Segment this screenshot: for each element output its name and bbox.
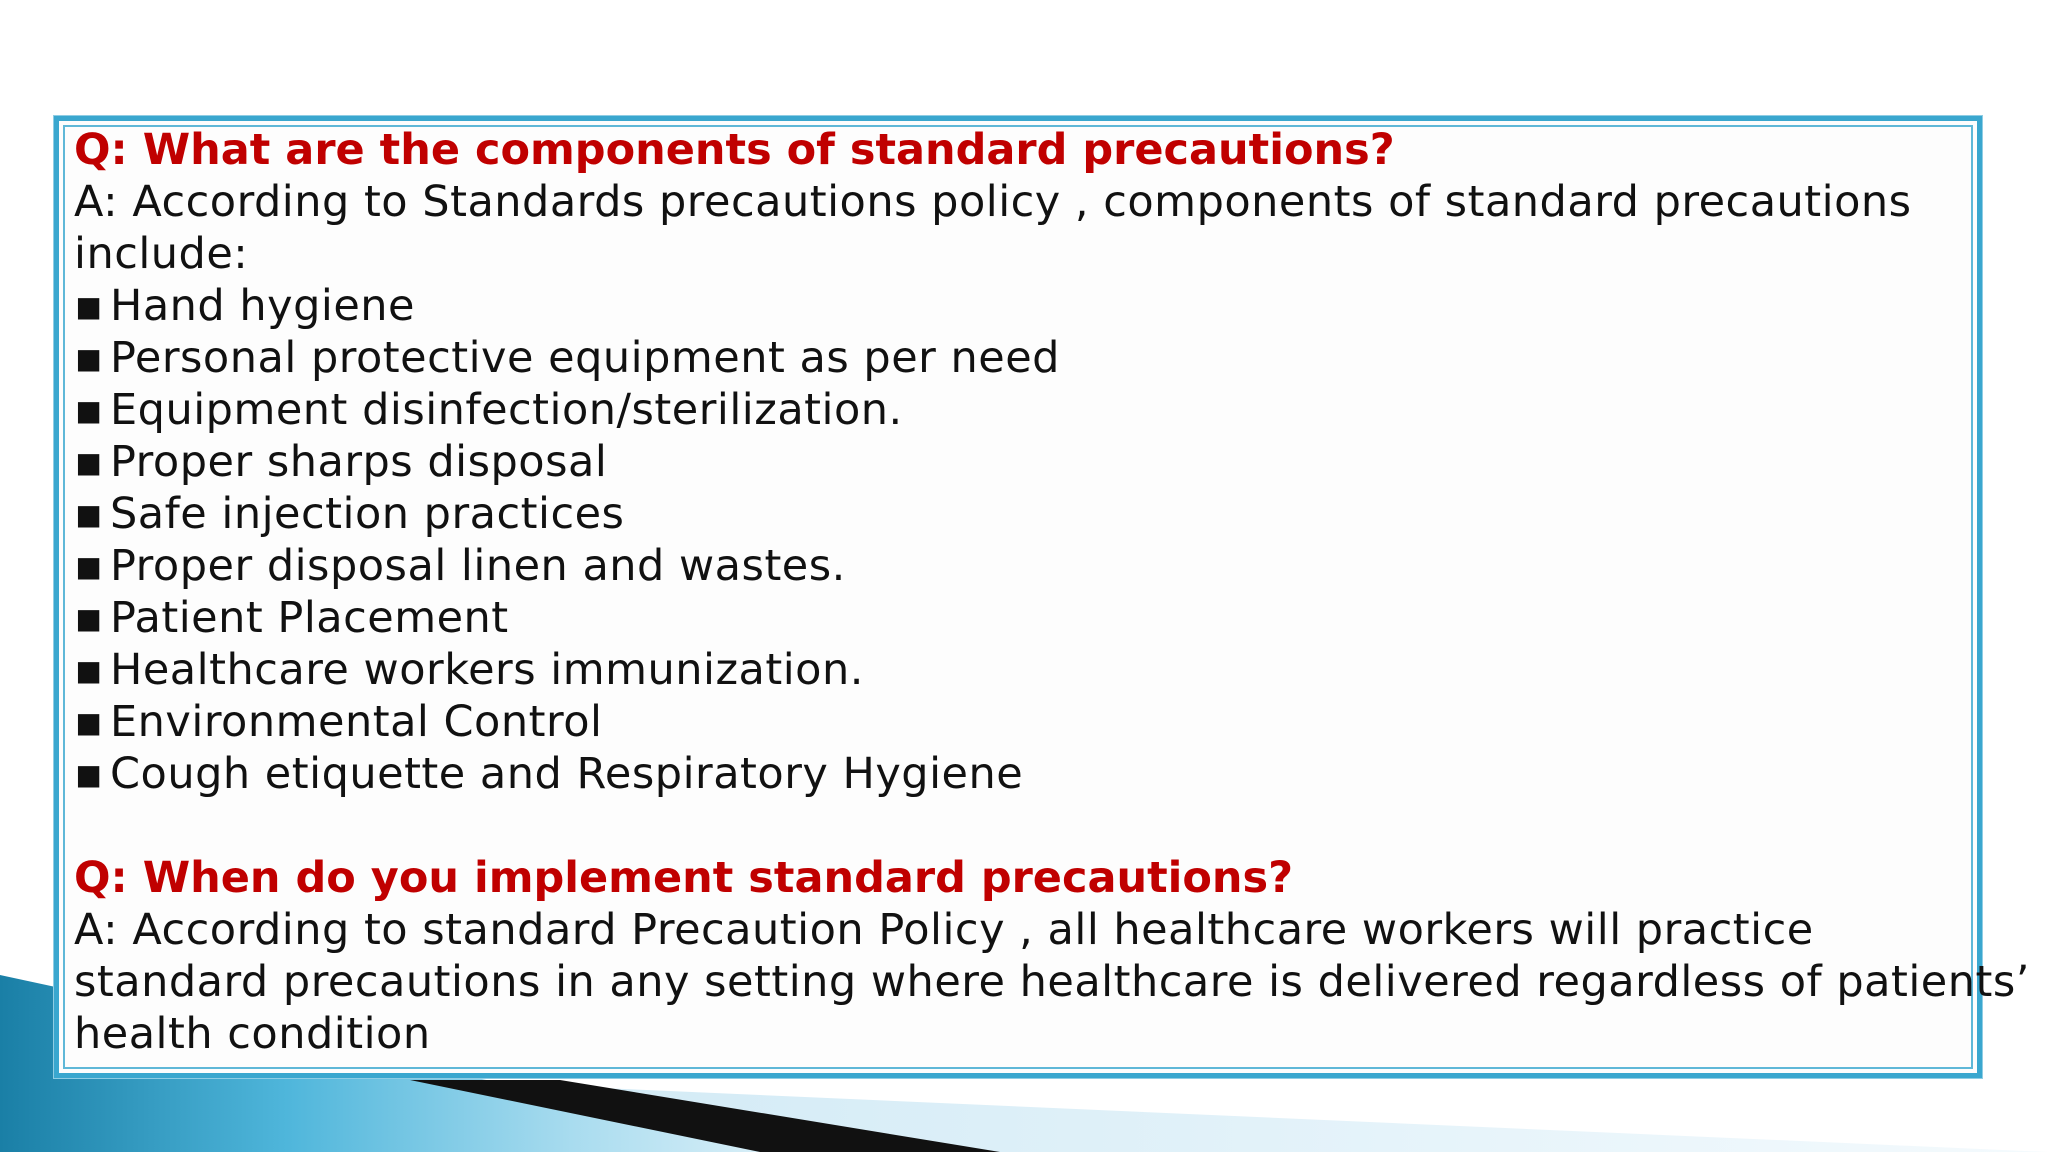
list-item-text: Safe injection practices xyxy=(110,489,625,539)
answer-2-line-2: standard precautions in any setting where healthcare is delivered regardless of patients’ xyxy=(74,957,2030,1007)
list-item-text: Cough etiquette and Respiratory Hygiene xyxy=(110,749,1024,799)
answer-2-line-1: A: According to standard Precaution Policy , all healthcare workers will practice xyxy=(74,905,1814,955)
bullet-icon: ▪ xyxy=(74,489,104,539)
question-1: Q: What are the components of standard precautions? xyxy=(74,125,1395,175)
question-2: Q: When do you implement standard precautions? xyxy=(74,853,1294,903)
list-item-text: Patient Placement xyxy=(110,593,509,643)
list-item-text: Hand hygiene xyxy=(110,281,416,331)
list-item xyxy=(74,748,1974,800)
list-item-text: Equipment disinfection/sterilization. xyxy=(110,385,903,435)
section-spacer xyxy=(74,800,1974,852)
qa-content xyxy=(74,124,2030,1060)
bullet-icon: ▪ xyxy=(74,281,104,331)
list-item xyxy=(74,644,1974,696)
list-item-text: Personal protective equipment as per need xyxy=(110,333,1060,383)
list-item xyxy=(74,332,1974,384)
list-item-text: Environmental Control xyxy=(110,697,603,747)
answer-1-line-2: include: xyxy=(74,229,249,279)
list-item xyxy=(74,592,1974,644)
bullet-icon: ▪ xyxy=(74,385,104,435)
list-item-text: Healthcare workers immunization. xyxy=(110,645,864,695)
list-item xyxy=(74,540,1974,592)
components-list xyxy=(74,280,1974,800)
list-item xyxy=(74,488,1974,540)
bullet-icon: ▪ xyxy=(74,333,104,383)
list-item xyxy=(74,696,1974,748)
list-item-text: Proper disposal linen and wastes. xyxy=(110,541,846,591)
answer-2-line-3: health condition xyxy=(74,1009,431,1059)
answer-1-line-1: A: According to Standards precautions policy , components of standard precautions xyxy=(74,177,1912,227)
list-item-text: Proper sharps disposal xyxy=(110,437,608,487)
bullet-icon: ▪ xyxy=(74,437,104,487)
bullet-icon: ▪ xyxy=(74,749,104,799)
bullet-icon: ▪ xyxy=(74,593,104,643)
list-item xyxy=(74,436,1974,488)
list-item xyxy=(74,384,1974,436)
bullet-icon: ▪ xyxy=(74,541,104,591)
bullet-icon: ▪ xyxy=(74,645,104,695)
list-item xyxy=(74,280,1974,332)
bullet-icon: ▪ xyxy=(74,697,104,747)
